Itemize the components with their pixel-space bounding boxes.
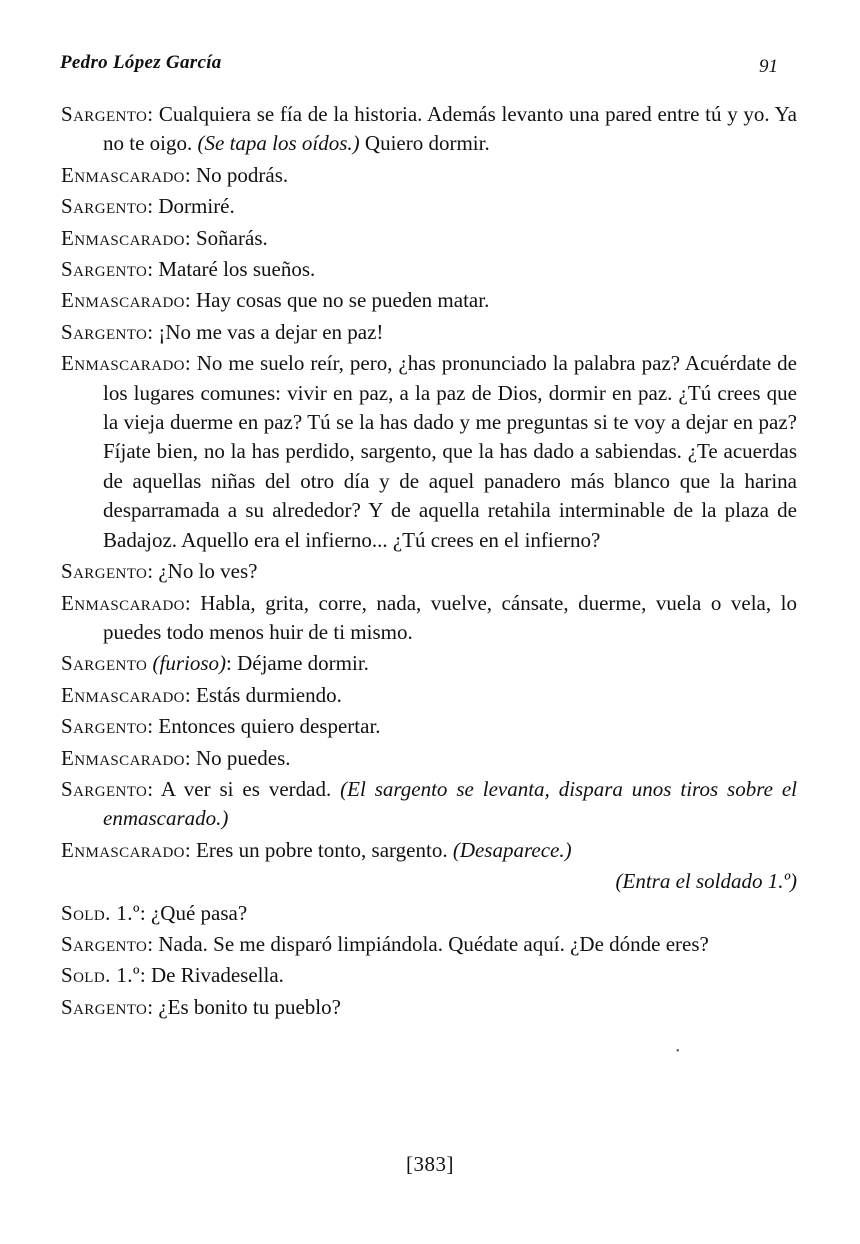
dialogue-line	[61, 681, 797, 710]
speech-text: : ¡No me vas a dejar en paz!	[147, 319, 384, 344]
dialogue-line	[61, 744, 797, 773]
speech-text: : De Rivadesella.	[139, 963, 284, 988]
running-head	[60, 52, 800, 82]
speaker-name: Enmascarado	[61, 351, 185, 376]
page-number: 91	[759, 56, 778, 77]
dialogue-line	[61, 993, 797, 1022]
speech-text: : Estás durmiendo.	[184, 682, 342, 707]
speech-text: : No podrás.	[184, 162, 289, 187]
dialogue-line	[61, 286, 797, 315]
speech-text: : Habla, grita, corre, nada, vuelve, cánsate, duerme, vuela o vela, lo puedes todo menos huir de ti mismo.	[103, 590, 797, 644]
speech-text: Quiero dormir.	[359, 131, 490, 156]
speech-text: : ¿No lo ves?	[147, 559, 258, 584]
speech-text: : Eres un pobre tonto, sargento.	[184, 837, 453, 862]
dialogue-line	[61, 318, 797, 347]
dialogue-line	[61, 255, 797, 284]
speaker-name: Sargento	[61, 194, 148, 219]
dialogue-line	[61, 836, 797, 865]
speaker-name: Enmascarado	[61, 745, 185, 770]
stage-direction: (furioso)	[152, 651, 227, 676]
speaker-name: Sold. 1.º	[61, 900, 140, 925]
speaker-name: Sargento	[61, 319, 148, 344]
speech-text: : Soñarás.	[184, 225, 268, 250]
speech-text: : No puedes.	[184, 745, 291, 770]
speech-text: : ¿Es bonito tu pueblo?	[147, 994, 341, 1019]
speaker-name: Enmascarado	[61, 837, 185, 862]
speaker-name: Sargento	[61, 257, 148, 282]
speaker-name: Sargento	[61, 714, 148, 739]
speech-text: : No me suelo reír, pero, ¿has pronunciado la palabra paz? Acuérdate de los lugares comunes: vivir en paz, a la paz de Dios, dormir en paz. ¿Tú crees que la vieja duerme en paz? Tú se la has dado y me preguntas si te voy a dejar en paz? Fíjate bien, no la has perdido, sargento, que la has dado a sabiendas. ¿Te acuerdas de aquellas niñas del otro día y de aquel panadero más blanco que la harina desparramada a su alrededor? Y de aquella retahila interminable de la plaza de Badajoz. Aquello era el infierno... ¿Tú crees en el infierno?	[103, 351, 797, 552]
print-speck: •	[676, 1046, 680, 1057]
speech-text: : ¿Qué pasa?	[139, 900, 248, 925]
speaker-name: Sargento	[61, 994, 148, 1019]
folio-number: [383]	[406, 1152, 454, 1176]
speech-text: : Dormiré.	[147, 194, 235, 219]
speech-text: : Mataré los sueños.	[147, 257, 316, 282]
speech-text: : Entonces quiero despertar.	[147, 714, 381, 739]
speaker-name: Enmascarado	[61, 590, 185, 615]
dialogue-line	[61, 224, 797, 253]
speaker-name: Enmascarado	[61, 288, 185, 313]
speech-text: : Nada. Se me disparó limpiándola. Quédate aquí. ¿De dónde eres?	[147, 931, 709, 956]
speech-text: : Déjame dormir.	[226, 651, 369, 676]
dialogue-line	[61, 961, 797, 990]
speaker-name: Sargento	[61, 776, 148, 801]
dialogue-line	[61, 349, 797, 555]
stage-direction: (El sargento se levanta, dispara unos tiros sobre el enmascarado.)	[103, 776, 797, 831]
dialogue-body	[61, 100, 797, 1024]
dialogue-line	[61, 899, 797, 928]
speaker-name: Enmascarado	[61, 682, 185, 707]
dialogue-line	[61, 649, 797, 678]
stage-direction: (Se tapa los oídos.)	[197, 131, 360, 156]
stage-direction: (Desaparece.)	[452, 837, 572, 862]
speech-text: : A ver si es verdad.	[147, 776, 341, 801]
speaker-name: Sargento	[61, 931, 148, 956]
dialogue-line	[61, 192, 797, 221]
author-name: Pedro López García	[60, 52, 222, 73]
speech-text: : Hay cosas que no se pueden matar.	[184, 288, 490, 313]
dialogue-line	[61, 100, 797, 159]
dialogue-line	[61, 161, 797, 190]
speech-text: : Cualquiera se fía de la historia. Además levanto una pared entre tú y yo. Ya no te oigo.	[103, 102, 797, 156]
speaker-name: Enmascarado	[61, 162, 185, 187]
speaker-name: Sargento	[61, 102, 148, 126]
speaker-name: Sargento	[61, 559, 148, 584]
dialogue-line	[61, 930, 797, 959]
dialogue-line	[61, 557, 797, 586]
stage-direction: (Entra el soldado 1.º)	[615, 869, 797, 894]
speaker-name: Sold. 1.º	[61, 963, 140, 988]
speaker-name: Enmascarado	[61, 225, 185, 250]
dialogue-line	[61, 775, 797, 834]
dialogue-line	[61, 589, 797, 648]
dialogue-line	[61, 712, 797, 741]
speaker-name: Sargento	[61, 651, 148, 676]
